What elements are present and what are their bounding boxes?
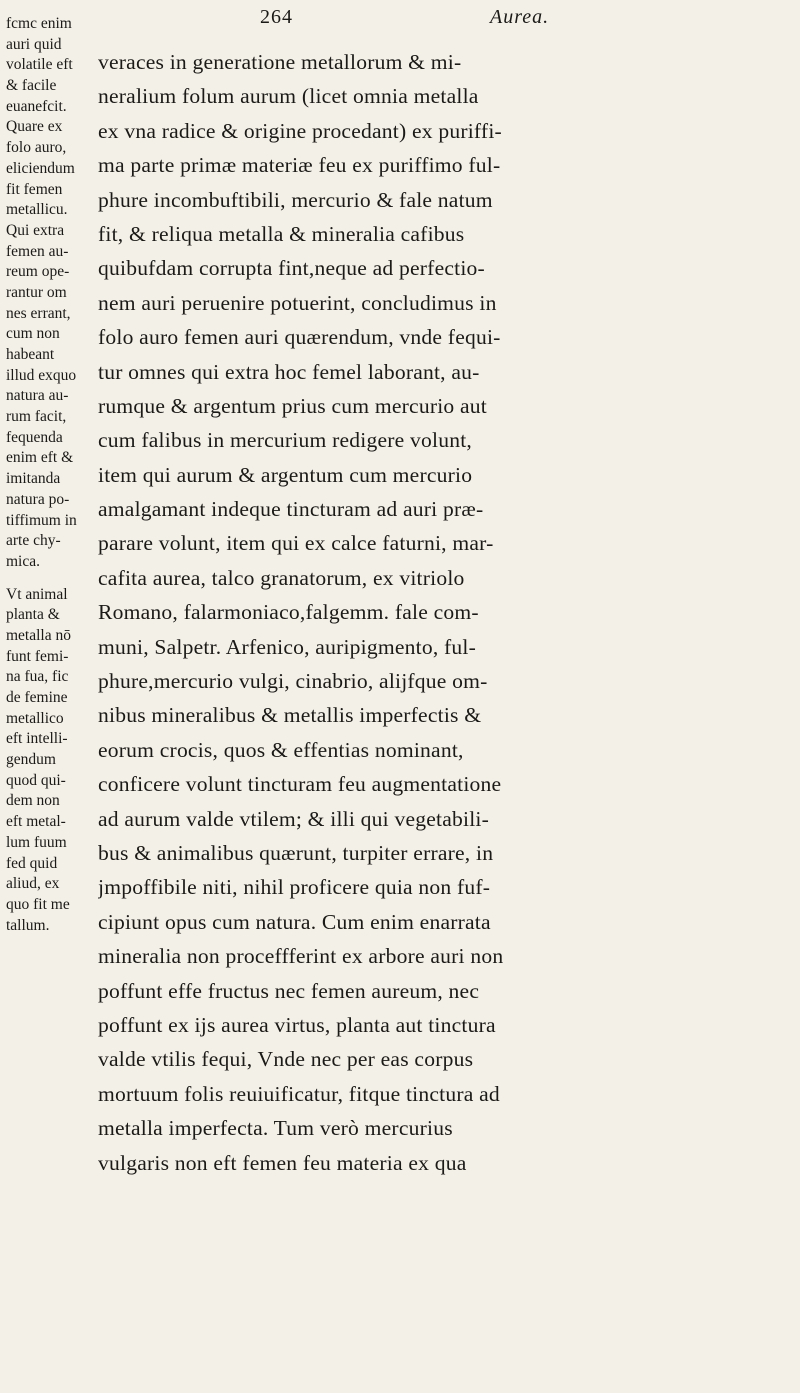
text-line: metalla imperfecta. Tum verò mercurius <box>98 1116 453 1141</box>
page-number: 264 <box>260 6 293 28</box>
margin-line: metalla nō <box>6 626 71 644</box>
text-line: neralium folum aurum (licet omnia metalla <box>98 84 479 109</box>
text-line: nem auri peruenire potuerint, concludimus in <box>98 290 497 315</box>
margin-line: imitanda <box>6 470 61 488</box>
margin-line: funt femi- <box>6 647 69 665</box>
margin-line: dem non <box>6 792 60 810</box>
margin-line: euanefcit. <box>6 97 67 115</box>
running-title: Aurea. <box>490 6 550 28</box>
text-line: phure incombuftibili, mercurio & fale natum <box>98 187 493 212</box>
main-text <box>98 45 792 1180</box>
margin-line: eliciendum <box>6 159 75 177</box>
margin-line: de femine <box>6 689 68 706</box>
margin-line: planta & <box>6 606 60 624</box>
margin-line: fequenda <box>6 428 63 446</box>
margin-line: mica. <box>6 552 40 570</box>
page-header <box>250 6 780 34</box>
text-line: jmpoffibile niti, nihil proficere quia non fuf- <box>98 875 491 900</box>
text-line: cipiunt opus cum natura. Cum enim enarrata <box>98 909 491 934</box>
margin-line: tiffimum in <box>6 511 77 529</box>
margin-line: metallico <box>6 709 64 727</box>
margin-line: folo auro, <box>6 139 67 157</box>
text-line: quibufdam corrupta fint,neque ad perfectio- <box>98 256 485 281</box>
text-line: Romano, falarmoniaco,falgemm. fale com- <box>98 600 479 625</box>
text-line: amalgamant indeque tincturam ad auri præ- <box>98 497 484 522</box>
margin-line: fit femen <box>6 180 63 198</box>
margin-line: auri quid <box>6 35 62 53</box>
margin-line: fed quid <box>6 854 58 872</box>
margin-line: natura po- <box>6 490 70 508</box>
text-line: muni, Salpetr. Arfenico, auripigmento, ful- <box>98 634 477 659</box>
text-line: valde vtilis fequi, Vnde nec per eas corpus <box>98 1047 474 1072</box>
margin-line: Quare ex <box>6 118 63 136</box>
text-line: cafita aurea, talco granatorum, ex vitriolo <box>98 565 465 590</box>
margin-line: aliud, ex <box>6 875 60 893</box>
margin-line: Vt animal <box>6 585 68 603</box>
text-line: conficere volunt tincturam feu augmentatione <box>98 772 502 797</box>
margin-line: fcmc enim <box>6 15 72 32</box>
text-line: mineralia non proceffferint ex arbore auri non <box>98 944 504 969</box>
margin-line: femen au- <box>6 242 69 260</box>
margin-line: arte chy- <box>6 532 61 550</box>
text-line: veraces in generatione metallorum & mi- <box>98 50 462 74</box>
margin-line: nes errant, <box>6 304 71 322</box>
text-line: phure,mercurio vulgi, cinabrio, alijfque om- <box>98 669 488 694</box>
text-line: parare volunt, item qui ex calce faturni, mar- <box>98 531 494 556</box>
text-line: bus & animalibus quærunt, turpiter errare, in <box>98 840 494 865</box>
margin-line: na fua, fic <box>6 668 69 686</box>
text-line: ad aurum valde vtilem; & illi qui vegetabili- <box>98 806 489 831</box>
text-line: ex vna radice & origine procedant) ex puriffi- <box>98 118 502 143</box>
margin-line: Qui extra <box>6 221 65 239</box>
margin-line: quod qui- <box>6 771 66 789</box>
margin-line: illud exquo <box>6 366 77 384</box>
margin-line: reum ope- <box>6 263 70 281</box>
margin-line: rantur om <box>6 283 67 301</box>
margin-line: habeant <box>6 346 55 363</box>
text-line: folo auro femen auri quærendum, vnde fequi- <box>98 325 501 350</box>
margin-line: tallum. <box>6 916 50 934</box>
text-line: rumque & argentum prius cum mercurio aut <box>98 393 487 418</box>
text-line: vulgaris non eft femen feu materia ex qua <box>98 1150 467 1175</box>
margin-line: lum fuum <box>6 833 67 851</box>
margin-line: enim eft & <box>6 449 74 467</box>
text-line: poffunt ex ijs aurea virtus, planta aut tinctura <box>98 1012 496 1037</box>
margin-line: metallicu. <box>6 201 68 219</box>
text-line: eorum crocis, quos & effentias nominant, <box>98 737 464 762</box>
margin-line: cum non <box>6 325 60 343</box>
text-line: ma parte primæ materiæ feu ex puriffimo ful- <box>98 153 501 178</box>
margin-line: & facile <box>6 77 57 95</box>
margin-line: eft metal- <box>6 813 66 831</box>
text-line: tur omnes qui extra hoc femel laborant, au- <box>98 359 480 384</box>
margin-gap <box>6 573 92 585</box>
margin-line: gendum <box>6 751 56 769</box>
margin-notes <box>6 14 92 936</box>
margin-line: rum facit, <box>6 408 67 426</box>
margin-line: natura au- <box>6 387 69 405</box>
text-line: poffunt effe fructus nec femen aureum, nec <box>98 978 480 1003</box>
text-line: mortuum folis reuiuificatur, fitque tinctura ad <box>98 1081 500 1106</box>
text-line: nibus mineralibus & metallis imperfectis & <box>98 703 482 728</box>
margin-line: volatile eft <box>6 56 73 74</box>
margin-line: quo fit me <box>6 895 70 913</box>
text-line: fit, & reliqua metalla & mineralia cafibus <box>98 221 465 246</box>
text-line: item qui aurum & argentum cum mercurio <box>98 462 473 487</box>
margin-line: eft intelli- <box>6 730 68 748</box>
text-line: cum falibus in mercurium redigere volunt, <box>98 428 472 453</box>
